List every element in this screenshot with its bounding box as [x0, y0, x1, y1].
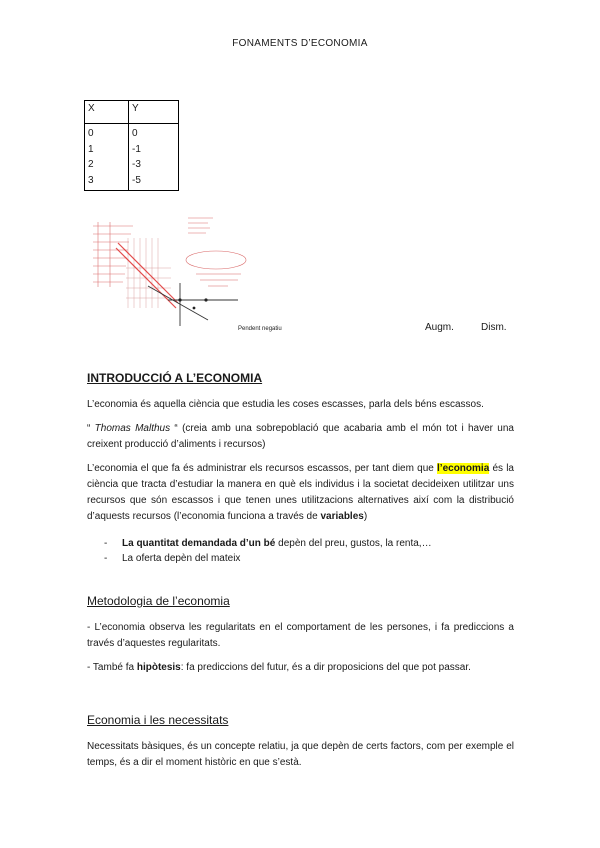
- table-y-column: [129, 124, 179, 191]
- label-augm: Augm.: [425, 322, 454, 333]
- bold-term: La quantitat demandada d’un bé: [122, 538, 276, 549]
- xy-table: [84, 100, 179, 191]
- bullet-dash: -: [104, 538, 108, 549]
- table-cell: -3: [132, 159, 141, 170]
- table-cell: -1: [132, 143, 141, 155]
- paragraph-malthus: [87, 421, 514, 453]
- table-header-x: X: [85, 101, 129, 124]
- label-dism: Dism.: [481, 322, 507, 333]
- list-item: [104, 553, 240, 564]
- paragraph-necessitats: Necessitats bàsiques, és un concepte relatiu, ja que depèn de certs factors, com per exemple el temps, és a dir el moment històric en que s’està.: [87, 741, 514, 768]
- table-cell: 2: [88, 159, 94, 170]
- text-span: L’economia el que fa és administrar els recursos escassos, per tant diem que: [87, 463, 438, 474]
- handwritten-graph-sketch: [88, 208, 282, 333]
- bullet-dash: -: [104, 553, 108, 564]
- malthus-note: “ (creia amb una sobrepoblació que acabaria amb el món tot i haver una creixent producció d’aliments i recursos): [87, 423, 514, 450]
- text-span: és la ciència que tracta d’estudiar la manera en què els individus i la societat decideixen utilitzar uns recursos que són escassos i que tenen unes utilitzacions alternatives així com la distribució d’aquests recursos (l’economia funciona a través de: [87, 463, 514, 522]
- paragraph-regularitats: - L’economia observa les regularitats en el comportament de les persones, i fa prediccions a través d’aquestes regularitats.: [87, 622, 514, 649]
- quote-open: “: [87, 423, 95, 434]
- bold-term: variables: [320, 511, 364, 522]
- table-x-column: [85, 124, 129, 191]
- table-cell: 0: [132, 128, 138, 139]
- text-span: ): [363, 511, 368, 522]
- table-cell: 0: [88, 128, 94, 139]
- table-header-y: Y: [129, 101, 179, 124]
- section-title-metodologia: Metodologia de l’economia: [87, 594, 230, 608]
- highlighted-term: l’economia: [437, 463, 490, 474]
- section-title-necessitats: Economia i les necessitats: [87, 713, 229, 727]
- author-name: Thomas Malthus: [94, 423, 171, 434]
- page-header: FONAMENTS D’ECONOMIA: [232, 38, 368, 49]
- paragraph-hipotesis: [87, 660, 514, 676]
- table-cell: 3: [88, 174, 94, 186]
- sketch-caption: Pendent negatiu: [238, 326, 282, 332]
- text-span: depèn del preu, gustos, la renta,…: [275, 538, 432, 549]
- text-span: : fa prediccions del futur, és a dir proposicions del que pot passar.: [180, 662, 471, 673]
- text-span: La oferta depèn del mateix: [122, 553, 241, 564]
- table-cell: 1: [88, 143, 94, 155]
- table-cell: -5: [132, 174, 141, 186]
- paragraph-definition: L’economia és aquella ciència que estudia les coses escasses, parla dels béns escassos.: [87, 399, 484, 410]
- bold-term: hipòtesis: [136, 662, 181, 673]
- paragraph-economia-definition: [87, 461, 514, 525]
- text-span: - També fa: [87, 662, 137, 673]
- list-item: [104, 538, 432, 549]
- section-title-introduccio: INTRODUCCIÓ A L’ECONOMIA: [87, 371, 263, 385]
